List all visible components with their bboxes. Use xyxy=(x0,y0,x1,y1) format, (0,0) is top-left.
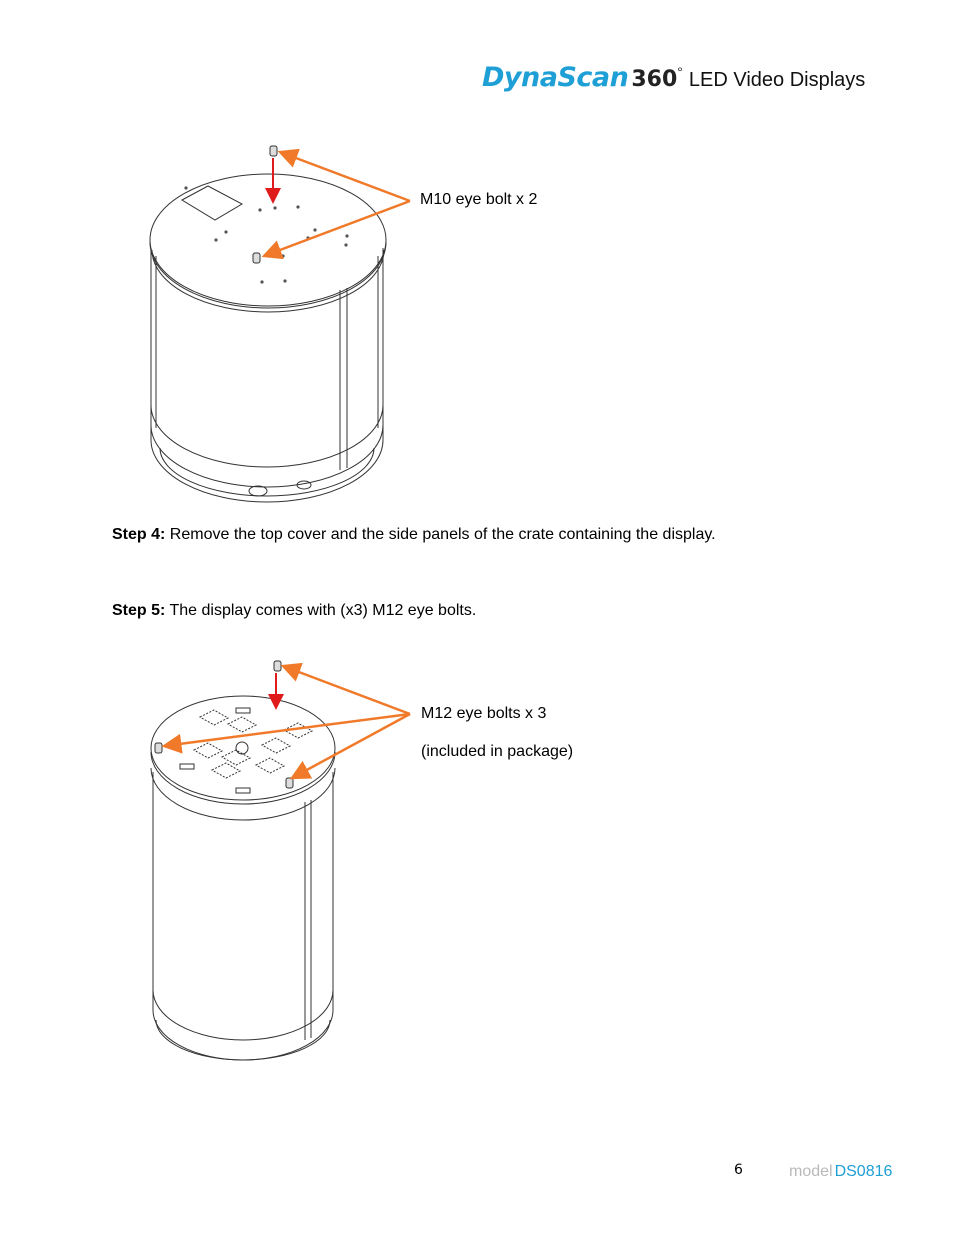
page-number: 6 xyxy=(734,1162,743,1178)
step-4-text: Remove the top cover and the side panels of the crate containing the display. xyxy=(165,526,716,543)
eye-bolt-icon xyxy=(155,661,293,788)
display-column-drawing xyxy=(151,696,335,1060)
model-logo xyxy=(789,1163,892,1181)
step-5-text: The display comes with (x3) M12 eye bolts. xyxy=(165,602,477,619)
model-id: DS0816 xyxy=(834,1163,893,1180)
step-5-prefix: Step 5: xyxy=(112,602,166,619)
brand-degree: ° xyxy=(677,64,683,80)
step-4-prefix: Step 4: xyxy=(112,526,166,543)
step-4 xyxy=(112,526,716,544)
callout-label-m12: M12 eye bolts x 3 xyxy=(421,705,547,722)
brand-number: 360 xyxy=(631,67,678,92)
callout-label-m10: M10 eye bolt x 2 xyxy=(420,191,538,208)
callout-label-package: (included in package) xyxy=(421,743,574,760)
brand-tagline: LED Video Displays xyxy=(688,69,866,91)
callout-arrows xyxy=(264,152,410,256)
callout-arrows xyxy=(164,666,410,778)
brand-logo xyxy=(482,62,865,102)
model-word: model xyxy=(789,1163,833,1180)
step-5 xyxy=(112,602,476,620)
brand-name: DynaScan xyxy=(482,62,629,93)
